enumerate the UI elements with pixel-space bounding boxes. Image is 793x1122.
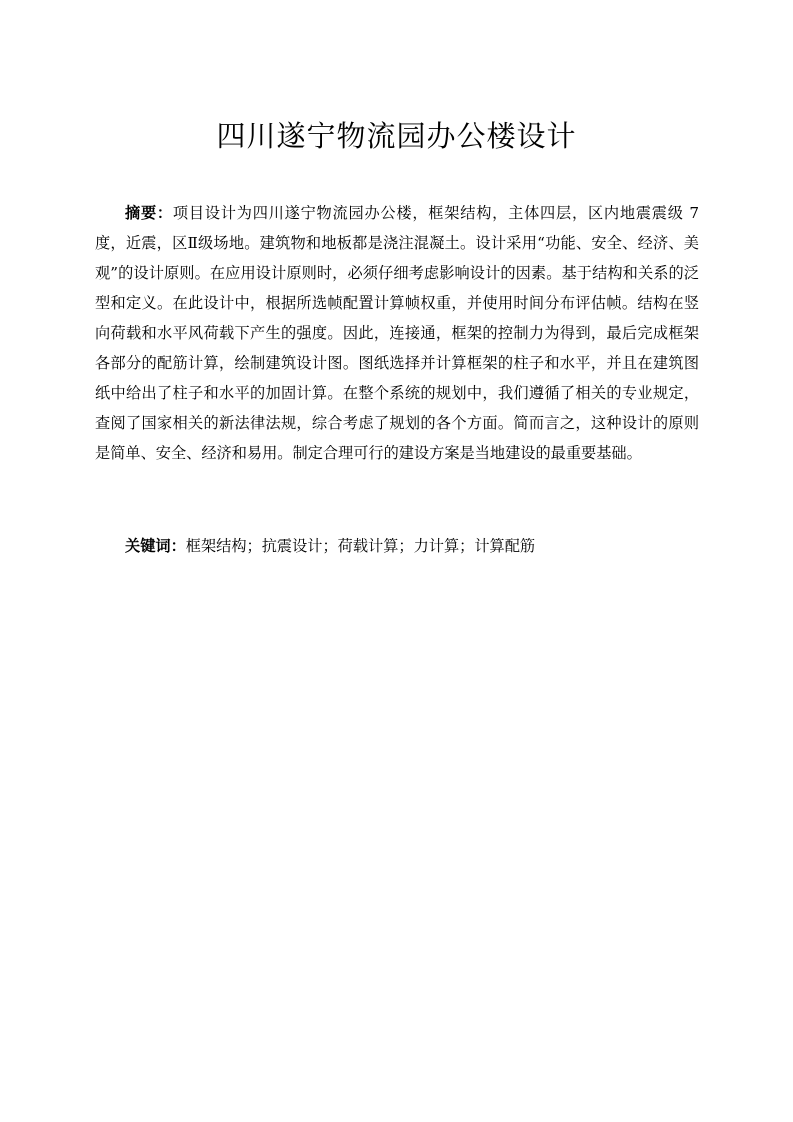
keywords-label: 关键词： (125, 537, 186, 555)
abstract-label: 摘要： (125, 204, 173, 222)
document-title: 四川遂宁物流园办公楼设计 (216, 119, 577, 153)
abstract-text: 项目设计为四川遂宁物流园办公楼，框架结构，主体四层，区内地震震级 7度，近震，区Ⅱ级场地。建筑物和地板都是浇注混凝土。设计采用“功能、安全、经济、美观”的设计原则。在应用设计原则时，必须仔细考虑影响设计的因素。基于结构和关系的泛型和定义。在此设计中，根据所选帧配置计算帧权重，并使用时间分布评估帧。结构在竖向荷载和水平风荷载下产生的强度。因此，连接通，框架的控制力为得到，最后完成框架各部分的配筋计算，绘制建筑设计图。图纸选择并计算框架的柱子和水平，并且在建筑图纸中给出了柱子和水平的加固计算。在整个系统的规划中，我们遵循了相关的专业规定，查阅了国家相关的新法律法规，综合考虑了规划的各个方面。简而言之，这种设计的原则是简单、安全、经济和易用。制定合理可行的建设方案是当地建设的最重要基础。 (95, 204, 699, 462)
keywords-text: 框架结构；抗震设计；荷载计算；力计算；计算配筋 (185, 537, 536, 555)
abstract-paragraph (95, 198, 699, 468)
keywords-line (125, 531, 699, 561)
